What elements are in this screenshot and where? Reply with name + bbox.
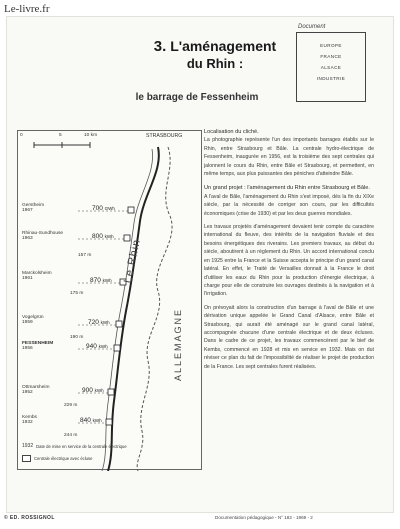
plant-gerstheim: Gerstheim 1967 [22,203,45,213]
plant-ottmarsheim-power: 900 kWh [82,387,104,394]
footer-publisher: © ED. ROSSIGNOL [4,515,55,521]
plant-kembs-power: 840 kWh [80,417,102,424]
plant-marckolsheim: Marckolsheim 1961 [22,271,52,281]
legend-plant-icon [22,455,31,462]
plant-rhinau-alt: 157 m [78,253,92,258]
map-drawing [18,131,203,471]
plant-marker [116,321,122,327]
scale-label-10: 10 km [84,133,98,138]
rhine-river [108,147,159,471]
plant-rhinau-power: 800 kWh [92,233,114,240]
paragraph-2: A l'aval de Bâle, l'aménagement du Rhin s'est imposé, dès la fin du XIXe siècle, par la nécessité de corriger son cours, par les difficultés économiques (crise de 1930) et par les deux guerres mondiales. [204,193,374,217]
heading-number: 3. [153,38,167,55]
text-column [204,128,374,371]
plant-marckolsheim-power: 870 kWh [90,277,112,284]
tag-france: FRANCE [320,54,342,59]
scale-label-0: 0 [20,133,23,138]
plant-marckolsheim-alt: 175 m [70,291,84,296]
paragraph-1: La photographie représente l'un des importants barrages établis sur le Rhin, entre Strasbourg et Bâle. La centrale hydro-électrique de Fessenheim, inaugurée en 1956, est la troisième des sept centrales qui jalonnent le cours du Rhin, entre Bâle et Strasbourg, et permettent, en même temps, aux plus puissantes des péniches d'atteindre Bâle. [204,137,374,178]
plant-gerstheim-power: 700 GWh [92,205,115,212]
paragraph-4: On prévoyait alors la construction d'un barrage à l'aval de Bâle et une dérivation unique appelée le Grand Canal d'Alsace, entre Bâle et Strasbourg, qui aurait été aménagé sur le grand canal latéral, accompagnée chacune d'une centrale électrique et de deux écluses. Dans le cadre de ce projet, les travaux commencèrent par le bief de Kembs, commencé en 1928 et mis en service en 1932. Mais on dut réviser ce plan du fait de l'impossibilité de réaliser le projet de production de la France. Les sept centrales furent réalisées. [204,304,374,370]
plant-marker [128,207,134,213]
border-line [137,147,172,471]
legend-item-date: 1932 Date de mise en service de la centrale électrique [22,443,127,449]
tag-alsace: ALSACE [320,65,342,70]
plant-vogelgrun-alt: 190 m [70,335,84,340]
plant-ottmarsheim-alt: 229 m [64,403,78,408]
paragraph-3: Les travaux projetés d'aménagement devaient tenir compte du caractère international du fleuve, des intérêts de la navigation fluviale et des besoins énergétiques des riverains. Les premiers travaux, au début du siècle, aboutirent à un règlement du Rhin. Un accord international conclu en 1925 entre la France et la Suisse accepta le principe d'un grand canal latéral. En effet, le Traité de Versailles donnait à la France le droit d'utiliser les eaux du Rhin pour la production d'énergie électrique, à charge pour elle de construire les ouvrages destinés à la navigation et à l'irrigation. [204,224,374,298]
footer-reference: Documentation pédagogique - N° 182 - 1969 - 2 [215,515,313,520]
plant-marker [114,345,120,351]
heading-line-1: L'aménagement [170,38,277,54]
tag-industrie: INDUSTRIE [316,76,346,81]
plant-fessenheim-power: 940 kWh [86,343,108,350]
document-box-label: Document [298,24,326,30]
plant-rhinau: Rhinau-Sundhouse 1963 [22,231,64,241]
tag-europe: EUROPE [320,43,342,48]
document-heading [140,38,290,71]
site-logo: Le-livre.fr [4,3,50,15]
plant-fessenheim: FESSENHEIM 1956 [22,341,54,351]
scale-label-5: 5 [59,133,62,138]
plant-vogelgrun-power: 720 kWh [88,319,110,326]
plant-kembs: Kembs 1932 [22,415,37,425]
city-strasbourg: STRASBOURG [146,133,183,139]
rhine-map [17,130,202,470]
section-head-localisation: Localisation du cliché. [204,129,259,135]
country-label: ALLEMAGNE [173,307,183,381]
river-label: Le Rhin [121,237,143,285]
plant-ottmarsheim: Ottmarsheim 1952 [22,385,50,395]
section-head-projet: Un grand projet : l'aménagement du Rhin entre Strasbourg et Bâle. [204,185,370,192]
document-subtitle: le barrage de Fessenheim [135,92,259,103]
plant-kembs-alt: 244 m [64,433,78,438]
plant-vogelgrun: Vogelgrün 1959 [22,315,44,325]
legend-item-plant: Centrale électrique avec écluse [22,455,92,462]
plant-marker [106,419,112,425]
plant-marker [108,389,114,395]
heading-line-2: du Rhin : [186,56,244,71]
document-tag-box [296,32,366,102]
